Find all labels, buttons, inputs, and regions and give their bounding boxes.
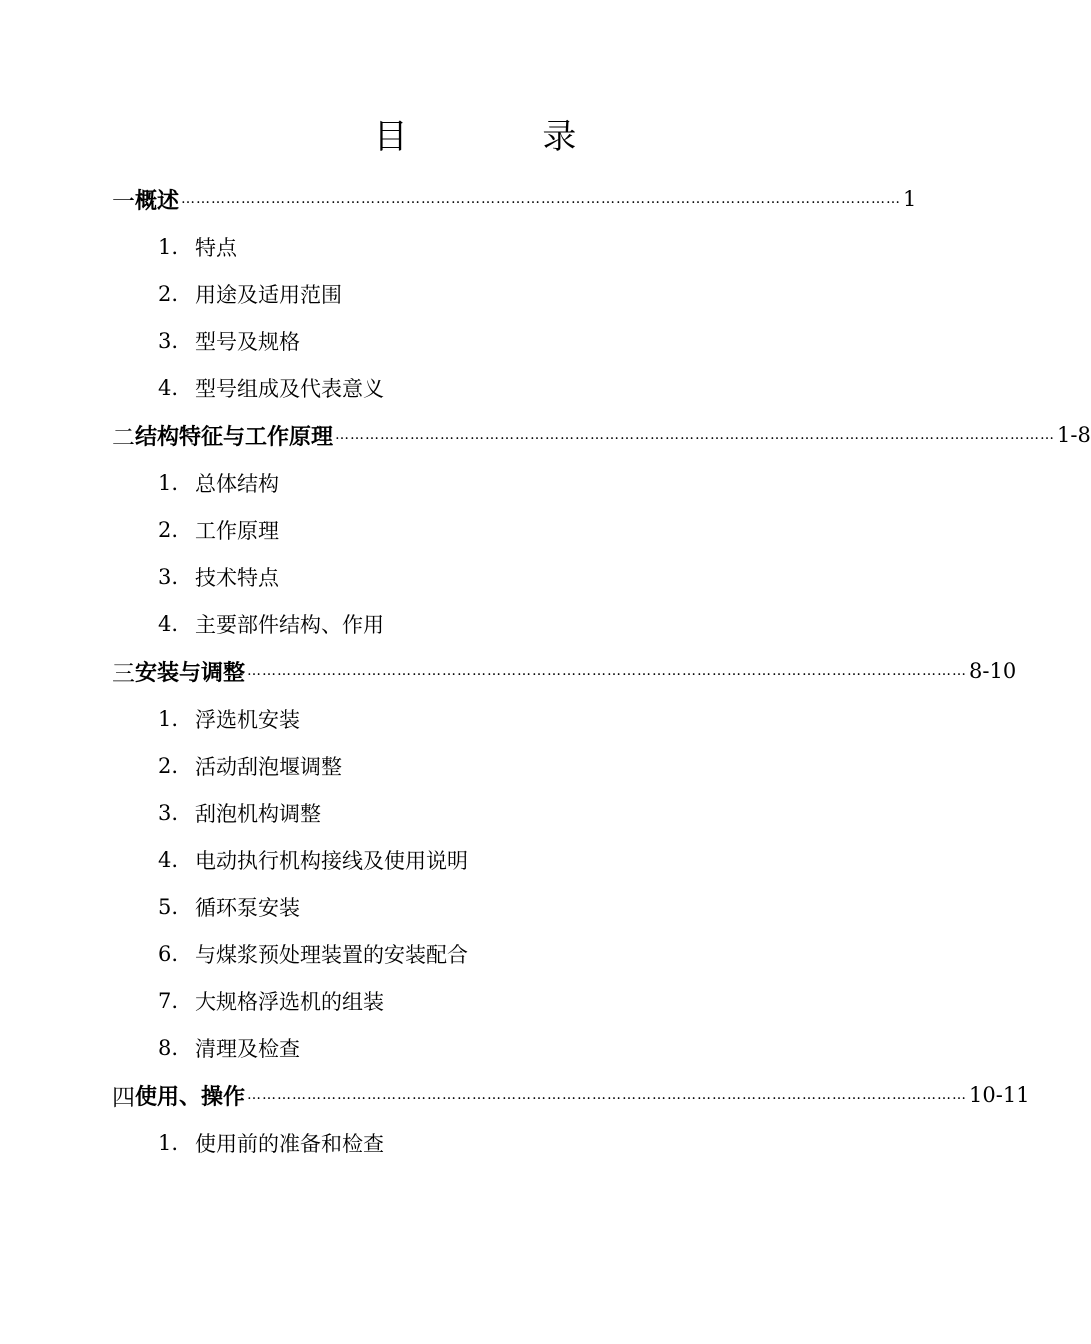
item-number: 8. <box>158 1035 179 1060</box>
item-number: 3. <box>158 328 179 353</box>
toc-item[interactable] <box>158 1119 384 1166</box>
section-page-ref: 10-11 <box>969 1083 1030 1107</box>
item-text: 浮选机安装 <box>195 707 300 732</box>
dot-leader: ……………………………………………………………………………………………………………………………… <box>247 663 968 679</box>
item-text: 特点 <box>195 235 237 260</box>
dot-leader: ……………………………………………………………………………………………………………………………… <box>247 1087 968 1103</box>
item-text: 与煤浆预处理装置的安装配合 <box>195 942 468 967</box>
item-text: 清理及检查 <box>195 1036 300 1061</box>
toc-item[interactable] <box>158 459 279 506</box>
dot-leader: ……………………………………………………………………………………………………………………………… <box>181 191 902 207</box>
item-text: 使用前的准备和检查 <box>195 1131 384 1156</box>
section-numeral: 一 <box>112 188 135 215</box>
item-text: 型号组成及代表意义 <box>195 376 384 401</box>
toc-item[interactable] <box>158 364 384 411</box>
toc-item[interactable] <box>158 317 300 364</box>
section-title: 使用、操作 <box>135 1084 246 1110</box>
toc-item[interactable] <box>158 836 468 883</box>
section-page-ref: 1-8 <box>1057 423 1091 447</box>
section-title: 概述 <box>135 188 180 214</box>
section-title: 安装与调整 <box>135 660 246 686</box>
toc-section-1[interactable] <box>112 175 917 223</box>
section-numeral: 三 <box>112 660 135 687</box>
toc-item[interactable] <box>158 223 237 270</box>
section-numeral: 二 <box>112 424 135 451</box>
section-title: 结构特征与工作原理 <box>135 424 334 450</box>
item-number: 4. <box>158 611 179 636</box>
item-text: 型号及规格 <box>195 329 300 354</box>
toc-item[interactable] <box>158 695 300 742</box>
item-text: 循环泵安装 <box>195 895 300 920</box>
item-number: 3. <box>158 800 179 825</box>
item-number: 4. <box>158 847 179 872</box>
item-number: 2. <box>158 753 179 778</box>
item-number: 3. <box>158 564 179 589</box>
page-title: 目 录 <box>373 117 639 157</box>
toc-item[interactable] <box>158 977 384 1024</box>
item-text: 大规格浮选机的组装 <box>195 989 384 1014</box>
item-text: 技术特点 <box>195 565 279 590</box>
section-page-ref: 8-10 <box>969 659 1017 683</box>
item-number: 4. <box>158 375 179 400</box>
item-number: 1. <box>158 1130 179 1155</box>
item-text: 主要部件结构、作用 <box>195 612 384 637</box>
item-text: 工作原理 <box>195 518 279 543</box>
item-number: 1. <box>158 234 179 259</box>
section-numeral: 四 <box>112 1084 135 1111</box>
item-number: 2. <box>158 517 179 542</box>
item-number: 5. <box>158 894 179 919</box>
toc-item[interactable] <box>158 553 279 600</box>
item-number: 1. <box>158 470 179 495</box>
toc-section-2[interactable] <box>112 411 1091 459</box>
toc-section-3[interactable] <box>112 647 1017 695</box>
toc-item[interactable] <box>158 1024 300 1071</box>
item-text: 用途及适用范围 <box>195 282 342 307</box>
toc-section-4[interactable] <box>112 1071 1030 1119</box>
toc-item[interactable] <box>158 506 279 553</box>
item-text: 活动刮泡堰调整 <box>195 754 342 779</box>
toc-item[interactable] <box>158 270 342 317</box>
toc-item[interactable] <box>158 742 342 789</box>
toc-item[interactable] <box>158 600 384 647</box>
item-text: 电动执行机构接线及使用说明 <box>195 848 468 873</box>
toc-item[interactable] <box>158 883 300 930</box>
item-text: 总体结构 <box>195 471 279 496</box>
dot-leader: ……………………………………………………………………………………………………………………………… <box>335 427 1056 443</box>
item-text: 刮泡机构调整 <box>195 801 321 826</box>
item-number: 6. <box>158 941 179 966</box>
section-page-ref: 1 <box>903 187 917 211</box>
toc-item[interactable] <box>158 789 321 836</box>
item-number: 1. <box>158 706 179 731</box>
toc-item[interactable] <box>158 930 468 977</box>
item-number: 2. <box>158 281 179 306</box>
item-number: 7. <box>158 988 179 1013</box>
